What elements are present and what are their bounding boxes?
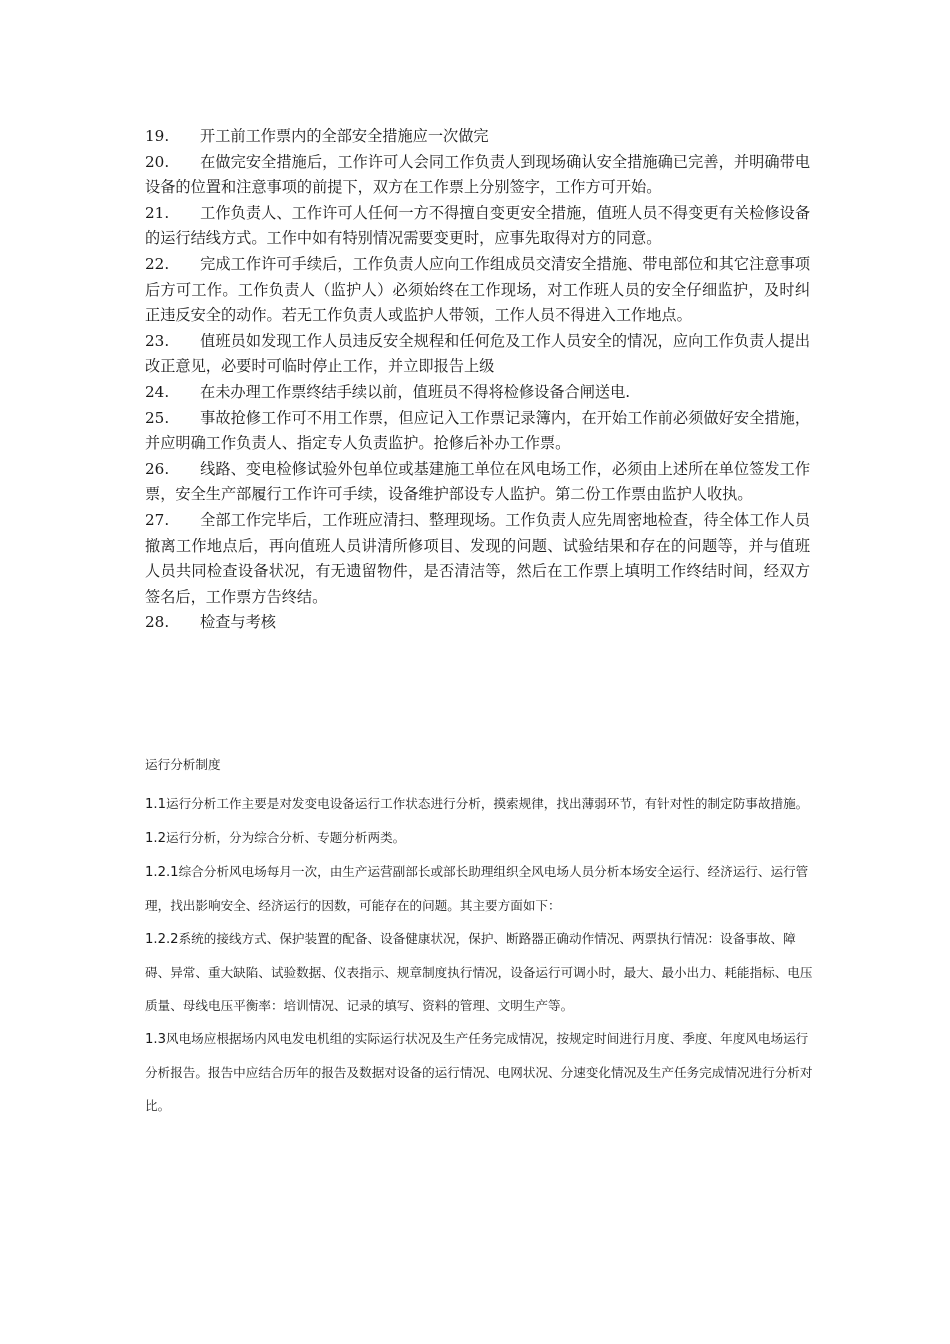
item-text: 开工前工作票内的全部安全措施应一次做完 bbox=[200, 127, 489, 145]
item-number: 25. bbox=[145, 408, 170, 427]
paragraph-text: 运行分析工作主要是对发变电设备运行工作状态进行分析，摸索规律，找出薄弱环节，有针对性的制定防事故措施。 bbox=[165, 796, 809, 811]
item-text: 在未办理工作票终结手续以前，值班员不得将检修设备合闸送电. bbox=[200, 382, 631, 401]
item-number: 19. bbox=[145, 127, 170, 145]
item-text: 事故抢修工作可不用工作票，但应记入工作票记录簿内，在开始工作前必须做好安全措施，并应明确工作负责人、指定专人负责监护。抢修后补办工作票。 bbox=[145, 408, 810, 453]
item-text: 值班员如发现工作人员违反安全规程和任何危及工作人员安全的情况，应向工作负责人提出改正意见，必要时可临时停止工作，并立即报告上级 bbox=[145, 331, 810, 376]
item-number: 27. bbox=[145, 510, 170, 529]
section-heading: 运行分析制度 bbox=[145, 757, 221, 772]
item-text: 全部工作完毕后，工作班应清扫、整理现场。工作负责人应先周密地检查，待全体工作人员撤离工作地点后，再向值班人员讲清所修项目、发现的问题、试验结果和存在的问题等，并与值班人员共同检查设备状况，有无遗留物件，是否清洁等，然后在工作票上填明工作终结时间，经双方签名后，工作票方告终结。 bbox=[145, 510, 810, 606]
item-number: 28. bbox=[145, 613, 170, 632]
list-item bbox=[145, 508, 810, 610]
list-item bbox=[145, 380, 810, 406]
list-item bbox=[145, 406, 810, 457]
list-item bbox=[145, 124, 810, 150]
item-text: 检查与考核 bbox=[200, 613, 276, 632]
paragraph-text: 系统的接线方式、保护装置的配备、设备健康状况，保护、断路器正确动作情况、两票执行情况：设备事故、障碍、异常、重大缺陷、试验数据、仪表指示、规章制度执行情况，设备运行可调小时，最大、最小出力、耗能指标、电压质量、母线电压平衡率：培训情况、记录的填写、资料的管理、文明生产等。 bbox=[145, 931, 813, 1013]
item-number: 20. bbox=[145, 152, 170, 171]
section-paragraph bbox=[145, 821, 815, 855]
item-number: 24. bbox=[145, 382, 170, 401]
item-text: 完成工作许可手续后，工作负责人应向工作组成员交清安全措施、带电部位和其它注意事项后方可工作。工作负责人（监护人）必须始终在工作现场，对工作班人员的安全仔细监护，及时纠正违反安全的动作。若无工作负责人或监护人带领，工作人员不得进入工作地点。 bbox=[145, 254, 810, 325]
paragraph-number: 1.3 bbox=[145, 1032, 166, 1047]
paragraph-text: 风电场应根据场内风电发电机组的实际运行状况及生产任务完成情况，按规定时间进行月度、季度、年度风电场运行分析报告。报告中应结合历年的报告及数据对设备的运行情况、电网状况、分速变化情况及生产任务完成情况进行分析对比。 bbox=[145, 1031, 813, 1113]
paragraph-text: 综合分析风电场每月一次，由生产运营副部长或部长助理组织全风电场人员分析本场安全运行、经济运行、运行管理，找出影响安全、经济运行的因数，可能存在的问题。其主要方面如下： bbox=[145, 864, 809, 913]
numbered-list bbox=[145, 124, 810, 636]
list-item bbox=[145, 201, 810, 252]
item-number: 23. bbox=[145, 331, 170, 350]
item-number: 22. bbox=[145, 254, 170, 273]
paragraph-text: 运行分析，分为综合分析、专题分析两类。 bbox=[165, 830, 406, 845]
paragraph-number: 1.2 bbox=[145, 831, 166, 846]
list-item bbox=[145, 252, 810, 329]
paragraph-number: 1.1 bbox=[145, 797, 166, 812]
list-item bbox=[145, 610, 810, 636]
item-text: 工作负责人、工作许可人任何一方不得擅自变更安全措施，值班人员不得变更有关检修设备的运行结线方式。工作中如有特别情况需要变更时，应事先取得对方的同意。 bbox=[145, 203, 810, 248]
list-item bbox=[145, 457, 810, 508]
paragraph-number: 1.2.2 bbox=[145, 932, 179, 947]
paragraph-number: 1.2.1 bbox=[145, 865, 179, 880]
section-paragraph bbox=[145, 787, 815, 821]
section-paragraph bbox=[145, 1022, 815, 1122]
section-paragraph bbox=[145, 922, 815, 1022]
section-paragraph bbox=[145, 855, 815, 922]
item-number: 26. bbox=[145, 459, 170, 478]
item-number: 21. bbox=[145, 203, 170, 222]
item-text: 线路、变电检修试验外包单位或基建施工单位在风电场工作，必须由上述所在单位签发工作票，安全生产部履行工作许可手续，设备维护部设专人监护。第二份工作票由监护人收执。 bbox=[145, 459, 810, 504]
analysis-section bbox=[145, 748, 815, 1122]
list-item bbox=[145, 329, 810, 380]
item-text: 在做完安全措施后，工作许可人会同工作负责人到现场确认安全措施确已完善，并明确带电设备的位置和注意事项的前提下，双方在工作票上分别签字，工作方可开始。 bbox=[145, 152, 810, 197]
list-item bbox=[145, 150, 810, 201]
